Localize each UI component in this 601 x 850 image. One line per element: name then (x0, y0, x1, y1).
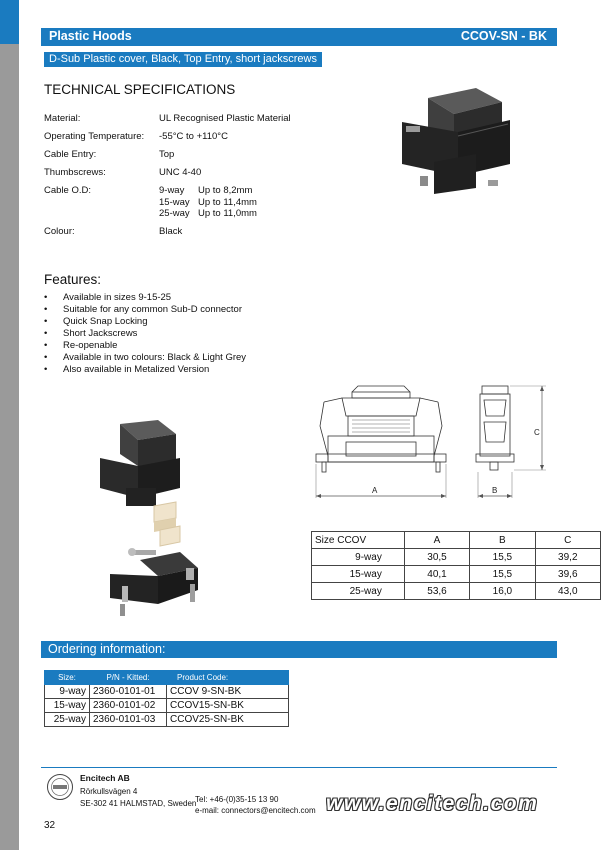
table-cell: 9-way (45, 685, 90, 699)
table-cell: 25-way (45, 713, 90, 727)
spec-value: UNC 4-40 (159, 167, 202, 178)
company-address-line: Rörkullsvägen 4 (80, 787, 138, 796)
bullet: • (44, 304, 48, 315)
bullet: • (44, 364, 48, 375)
left-margin-strip (0, 0, 19, 850)
footer-divider (41, 767, 557, 768)
product-title: Plastic Hoods (49, 29, 132, 43)
cable-od-value: Up to 11,0mm (198, 208, 257, 219)
table-header-cell: P/N - Kitted: (90, 671, 167, 685)
bullet: • (44, 292, 48, 303)
technical-drawing-side (474, 380, 552, 502)
table-row (312, 549, 601, 566)
table-cell: 53,6 (404, 583, 469, 600)
table-header-row (45, 671, 289, 685)
table-cell: 39,2 (535, 549, 600, 566)
bullet: • (44, 328, 48, 339)
ordering-heading: Ordering information: (48, 642, 166, 656)
title-bar (41, 28, 557, 46)
bullet: • (44, 340, 48, 351)
feature-text: Short Jackscrews (63, 328, 138, 339)
bullet: • (44, 316, 48, 327)
cable-od-size: 25-way (159, 208, 190, 219)
company-name: Encitech AB (80, 773, 130, 783)
feature-item (44, 352, 246, 363)
features-heading: Features: (44, 272, 102, 287)
table-row (45, 699, 289, 713)
table-cell: 2360-0101-02 (90, 699, 167, 713)
feature-item (44, 340, 117, 351)
table-cell: 15-way (312, 566, 405, 583)
table-header-cell: B (470, 532, 535, 549)
feature-text: Also available in Metalized Version (63, 364, 210, 375)
cable-od-size: 15-way (159, 197, 190, 208)
spec-label: Operating Temperature: (44, 131, 145, 142)
product-subtitle: D-Sub Plastic cover, Black, Top Entry, short jackscrews (44, 52, 322, 67)
spec-label: Cable O.D: (44, 185, 91, 196)
certification-seal-icon (46, 773, 74, 801)
table-row (312, 566, 601, 583)
table-cell: 25-way (312, 583, 405, 600)
spec-label: Cable Entry: (44, 149, 97, 160)
table-header-row (312, 532, 601, 549)
table-row (45, 685, 289, 699)
company-address-line: SE-302 41 HALMSTAD, Sweden (80, 799, 197, 808)
table-cell: 9-way (312, 549, 405, 566)
table-cell: CCOV15-SN-BK (167, 699, 289, 713)
table-row (45, 713, 289, 727)
specs-heading: TECHNICAL SPECIFICATIONS (44, 82, 236, 97)
feature-text: Available in sizes 9-15-25 (63, 292, 172, 303)
table-cell: CCOV 9-SN-BK (167, 685, 289, 699)
spec-label: Thumbscrews: (44, 167, 106, 178)
spec-value: Top (159, 149, 175, 160)
feature-text: Available in two colours: Black & Light Grey (63, 352, 247, 363)
table-cell: 39,6 (535, 566, 600, 583)
company-website: www.encitech.com (326, 792, 539, 815)
spec-value: -55°C to +110°C (159, 131, 228, 142)
table-header-cell: Product Code: (167, 671, 289, 685)
dimension-label-a: A (372, 486, 378, 495)
company-phone: Tel: +46-(0)35-15 13 90 (195, 795, 279, 804)
spec-value: UL Recognised Plastic Material (159, 113, 291, 124)
spec-label: Material: (44, 113, 81, 124)
dimensions-table (311, 531, 601, 600)
bullet: • (44, 352, 48, 363)
hood-photo-assembled (398, 84, 516, 200)
table-cell: 40,1 (404, 566, 469, 583)
feature-text: Re-openable (63, 340, 118, 351)
table-cell: 15-way (45, 699, 90, 713)
table-header-cell: A (404, 532, 469, 549)
table-cell: 30,5 (404, 549, 469, 566)
table-cell: CCOV25-SN-BK (167, 713, 289, 727)
table-cell: 43,0 (535, 583, 600, 600)
ordering-heading-bar (41, 641, 557, 658)
table-cell: 15,5 (470, 566, 535, 583)
table-row (312, 583, 601, 600)
table-cell: 2360-0101-01 (90, 685, 167, 699)
table-cell: 16,0 (470, 583, 535, 600)
dimension-label-c: C (534, 428, 540, 437)
hood-photo-exploded (80, 418, 220, 620)
feature-item (44, 328, 137, 339)
table-header-cell: C (535, 532, 600, 549)
left-margin-accent (0, 0, 19, 44)
cable-od-value: Up to 11,4mm (198, 197, 257, 208)
feature-item (44, 304, 242, 315)
spec-value: Black (159, 226, 183, 237)
feature-text: Quick Snap Locking (63, 316, 148, 327)
product-code: CCOV-SN - BK (460, 29, 547, 43)
spec-label: Colour: (44, 226, 75, 237)
table-cell: 2360-0101-03 (90, 713, 167, 727)
dimension-label-b: B (492, 486, 498, 495)
ordering-table (44, 670, 289, 727)
feature-item (44, 364, 209, 375)
table-cell: 15,5 (470, 549, 535, 566)
technical-drawing-front (308, 380, 456, 502)
table-header-cell: Size CCOV (312, 532, 405, 549)
table-header-cell: Size: (45, 671, 90, 685)
cable-od-value: Up to 8,2mm (198, 185, 253, 196)
feature-item (44, 292, 171, 303)
feature-text: Suitable for any common Sub-D connector (63, 304, 243, 315)
page-number: 32 (44, 820, 56, 831)
cable-od-size: 9-way (159, 185, 185, 196)
feature-item (44, 316, 148, 327)
company-email: e-mail: connectors@encitech.com (195, 806, 316, 815)
